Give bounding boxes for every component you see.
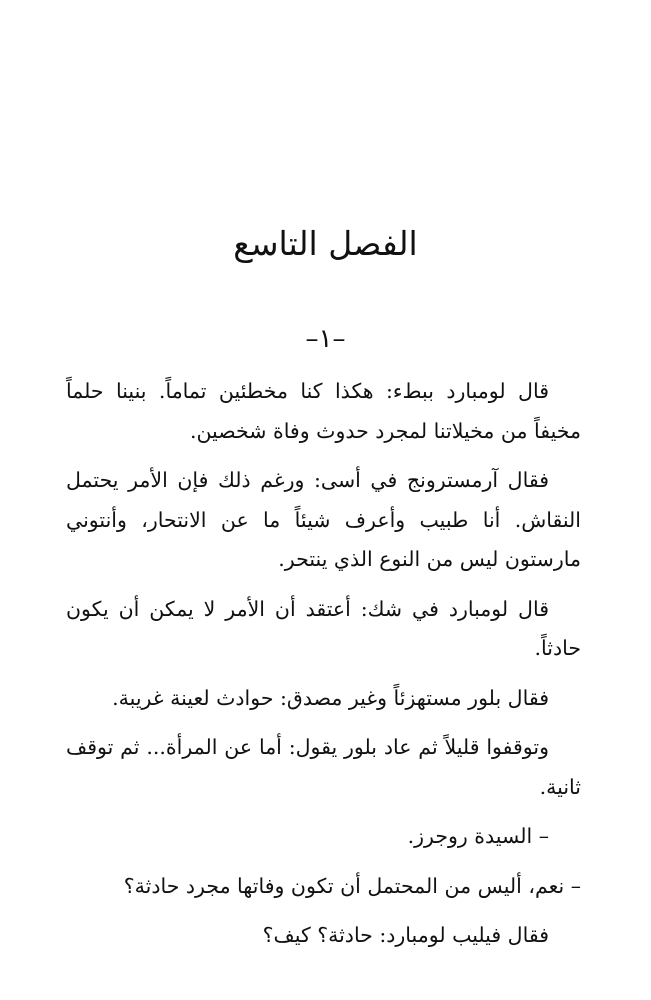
paragraph: قال لومبارد ببطء: هكذا كنا مخطئين تماماً. بنينا حلماً مخيفاً من مخيلاتنا لمجرد حدوث وفاة شخصين.	[66, 379, 581, 443]
chapter-body	[66, 372, 581, 966]
chapter-title: الفصل التاسع	[233, 224, 418, 263]
section-number: –١–	[305, 324, 346, 354]
paragraph: فقال آرمسترونج في أسى: ورغم ذلك فإن الأمر يحتمل النقاش. أنا طبيب وأعرف شيئاً ما عن الانتحار، وأنتوني مارستون ليس من النوع الذي ينتحر.	[66, 468, 581, 571]
dialogue-line: – نعم، أليس من المحتمل أن تكون وفاتها مجرد حادثة؟	[123, 873, 581, 898]
paragraph: قال لومبارد في شك: أعتقد أن الأمر لا يمكن أن يكون حادثاً.	[66, 596, 581, 660]
paragraph: فقال بلور مستهزئاً وغير مصدق: حوادث لعينة غريبة.	[112, 685, 549, 710]
paragraph: فقال فيليب لومبارد: حادثة؟ كيف؟	[262, 923, 549, 947]
dialogue-line: – السيدة روجرز.	[407, 824, 549, 848]
paragraph: وتوقفوا قليلاً ثم عاد بلور يقول: أما عن المرأة... ثم توقف ثانية.	[66, 735, 581, 799]
